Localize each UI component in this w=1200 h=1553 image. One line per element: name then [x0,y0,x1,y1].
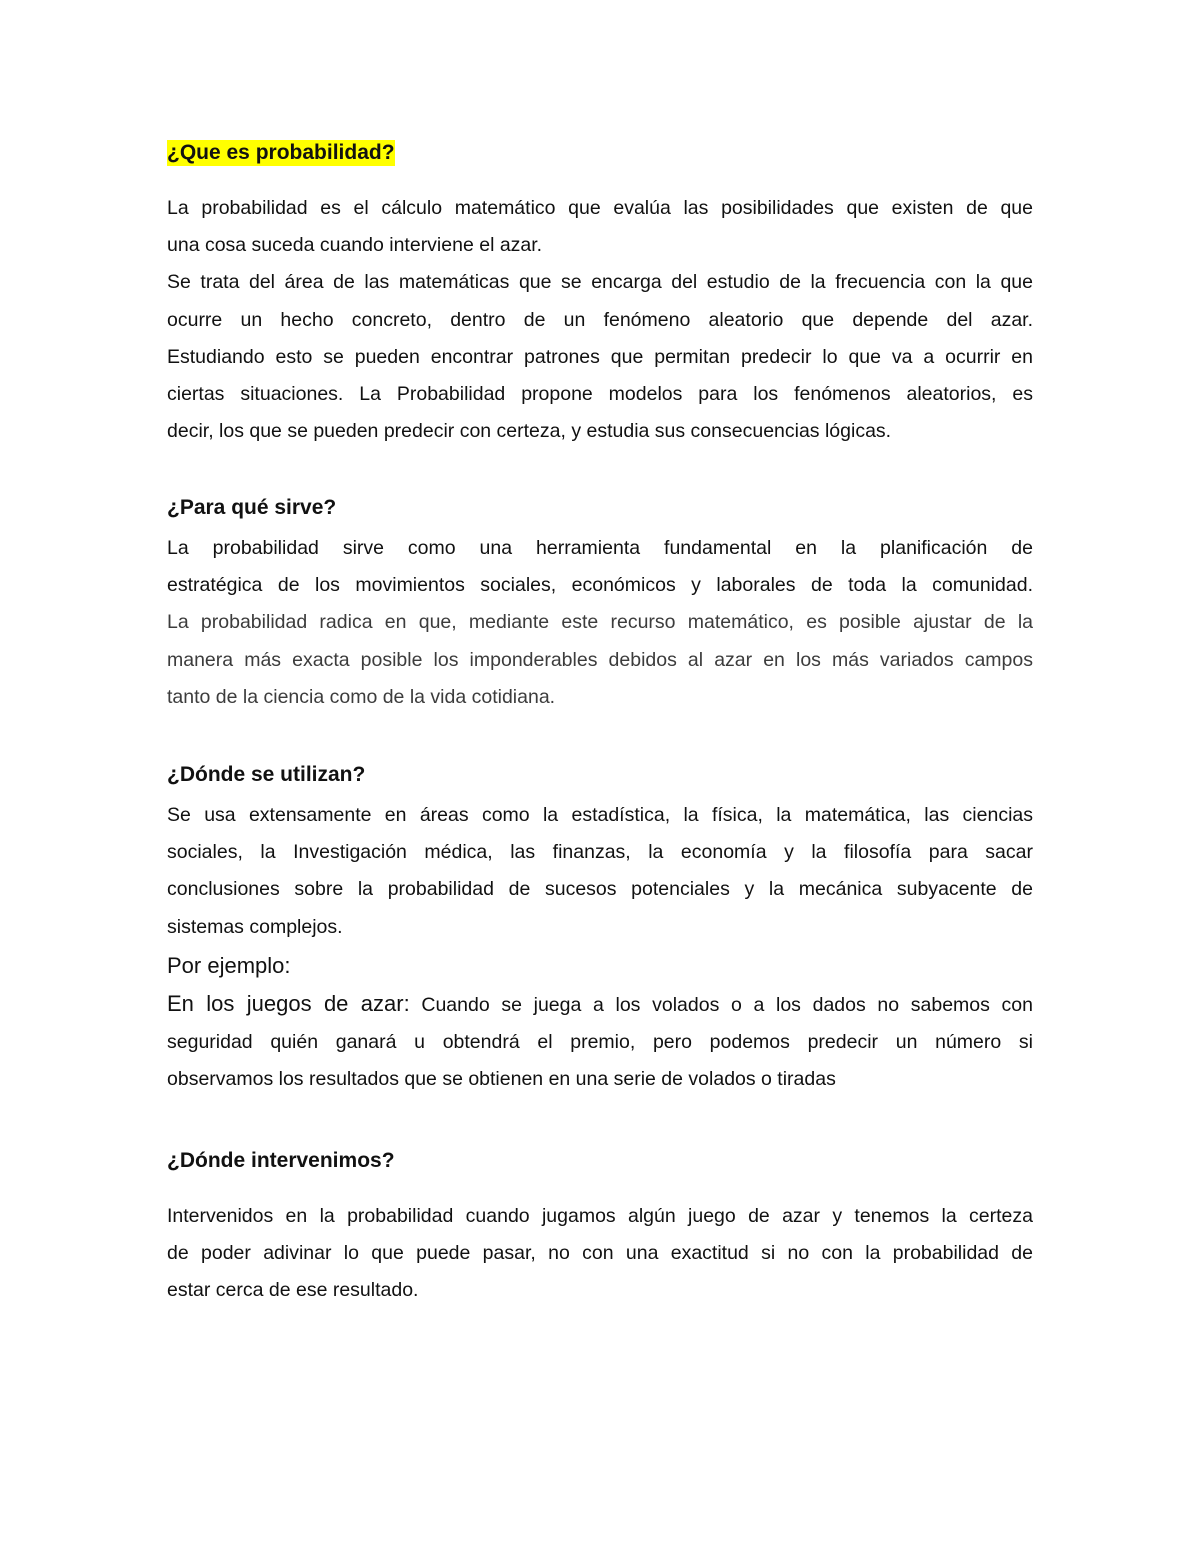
text-line: Estudiando esto se pueden encontrar patrones que permitan predecir lo que va a ocurrir en [167,345,1033,368]
text-line: estar cerca de ese resultado. [167,1279,419,1302]
heading-donde-intervenimos [167,1147,1033,1175]
text-line: conclusiones sobre la probabilidad de sucesos potenciales y la mecánica subyacente de [167,878,1033,901]
text-line: Intervenidos en la probabilidad cuando jugamos algún juego de azar y tenemos la certeza [167,1205,1033,1227]
paragraph-donde-intervenimos [167,1198,1033,1310]
example-lead: En los juegos de azar: [167,991,410,1016]
text-line: Se usa extensamente en áreas como la estadística, la física, la matemática, las ciencias [167,804,1033,826]
text-line: Se trata del área de las matemáticas que se encarga del estudio de la frecuencia con la que [167,271,1033,294]
text-line: observamos los resultados que se obtienen en una serie de volados o tiradas [167,1068,836,1091]
heading-highlight: ¿Que es probabilidad? [167,141,395,164]
text-line [167,985,1033,1024]
text-line: de poder adivinar lo que puede pasar, no con una exactitud si no con la probabilidad de [167,1242,1033,1265]
text-line: La probabilidad sirve como una herramienta fundamental en la planificación de [167,537,1033,559]
text-line: sistemas complejos. [167,915,343,938]
text-line: estratégica de los movimientos sociales, económicos y laborales de toda la comunidad. [167,574,1033,597]
text-line: ciertas situaciones. La Probabilidad propone modelos para los fenómenos aleatorios, es [167,383,1033,406]
example-label-text: Por ejemplo: [167,953,291,978]
text-line: ocurre un hecho concreto, dentro de un fenómeno aleatorio que depende del azar. [167,308,1033,331]
text-line: una cosa suceda cuando interviene el azar. [167,234,543,257]
text-line: sociales, la Investigación médica, las finanzas, la economía y la filosofía para sacar [167,841,1033,864]
heading-para-que-sirve [167,494,1033,522]
paragraph-donde-se-utilizan [167,797,1033,946]
heading-que-es-probabilidad [167,139,1033,167]
text-line: La probabilidad radica en que, mediante este recurso matemático, es posible ajustar de la [167,611,1033,634]
paragraph-definition [167,190,1033,450]
heading-text: ¿Para qué sirve? [167,496,337,519]
example-paragraph [167,985,1033,1099]
text-line: La probabilidad es el cálculo matemático que evalúa las posibilidades que existen de que [167,197,1033,219]
text-line: manera más exacta posible los imponderables debidos al azar en los más variados campos [167,648,1033,671]
example-label [167,947,1033,984]
example-line-rest: Cuando se juega a los volados o a los dados no sabemos con [409,994,1033,1016]
text-line: tanto de la ciencia como de la vida cotidiana. [167,685,556,708]
heading-text: ¿Dónde intervenimos? [167,1149,395,1172]
heading-text: ¿Dónde se utilizan? [167,763,366,786]
heading-donde-se-utilizan [167,761,1033,789]
text-line: decir, los que se pueden predecir con certeza, y estudia sus consecuencias lógicas. [167,420,892,443]
paragraph-para-que-sirve [167,530,1033,716]
text-line: seguridad quién ganará u obtendrá el premio, pero podemos predecir un número si [167,1031,1033,1054]
